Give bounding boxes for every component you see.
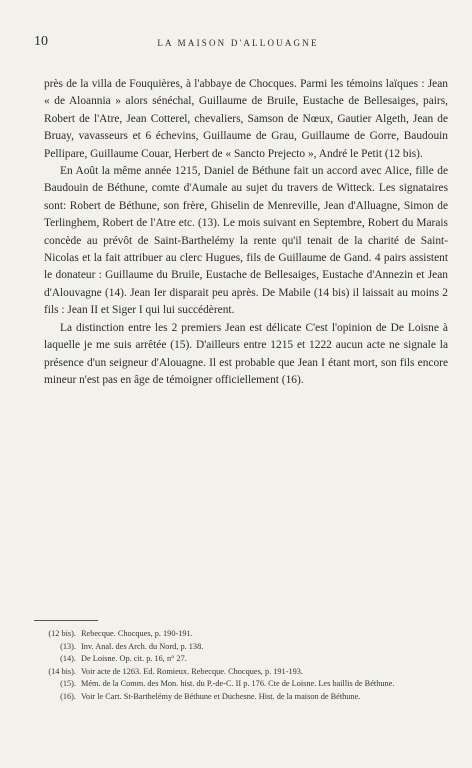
footnote-number: (13). (60, 641, 76, 651)
footnote-number: (15). (60, 679, 76, 689)
footnote-number: (14). (60, 654, 76, 664)
footnote-number: (16). (60, 691, 76, 701)
running-title: LA MAISON D'ALLOUAGNE (157, 38, 319, 48)
footnotes (46, 628, 446, 704)
footnote (46, 628, 446, 641)
footnote-text: Voir acte de 1263. Ed. Romieux. Rebecque. Chocques, p. 191-193. (81, 666, 303, 676)
paragraph-3: La distinction entre les 2 premiers Jean est délicate C'est l'opinion de De Loisne à laquelle je me suis arrêtée (15). D'ailleurs entre 1215 et 1222 aucun acte ne signale la présence d'un seigneur d'Alouagne. Il est probable que Jean I étant mort, son fils encore mineur n'est pas en âge de témoigner officiellement (16). (44, 321, 448, 386)
footnote-number: (14 bis). (48, 666, 76, 676)
page-number: 10 (34, 34, 48, 49)
footnote (46, 653, 446, 666)
footnote-text: De Loisne. Op. cit. p. 16, n° 27. (81, 654, 187, 664)
paragraph-1: près de la villa de Fouquières, à l'abbaye de Chocques. Parmi les témoins laïques : Jean « de Aloannia » alors sénéchal, Guillaume de Bruile, Eustache de Bellesaiges, pairs, Robert de l'Atre, Jean Cotterel, chevaliers, Samson de Nœux, Gautier Algeth, Jean de Bruay, vavasseurs et 6 échevins, Guillaume de Grau, Guillaume de Gorre, Baudouin Pellipare, Guillaume Couar, Herbert de « Sancto Prejecto », André le Petit (12 bis). (44, 78, 448, 160)
footnote-text: Rebecque. Chocques, p. 190-191. (81, 629, 193, 638)
footnote-separator (34, 620, 98, 621)
footnote-text: Inv. Anal. des Arch. du Nord, p. 138. (81, 641, 204, 651)
footnote (46, 666, 446, 679)
footnote-text: Mém. de la Comm. des Mon. hist. du P.-de-C. II p. 176. Cte de Loisne. Les baillis de Béthune. (81, 679, 395, 689)
footnote-number: (12 bis). (48, 629, 76, 638)
body-text (44, 76, 448, 389)
footnote-text: Voir le Cart. St-Barthelémy de Béthune et Duchesne. Hist. de la maison de Béthune. (81, 691, 361, 701)
paragraph-2: En Août la même année 1215, Daniel de Béthune fait un accord avec Alice, fille de Baudouin de Béthune, comte d'Aumale au sujet du travers de Witteck. Les signataires sont: Robert de Béthune, son frère, Ghiselin de Menreville, Jean d'Alluagne, Simon de Terlinghem, Robert de l'Atre etc. (13). Le mois suivant en Septembre, Robert du Marais concède au prévôt de Saint-Barthelémy la rente qu'il tenait de la charité de Saint-Nicolas et la fait attribuer au clerc Hugues, fils de Guillaume de Gand. 4 pairs assistent le donateur : Guillaume du Bruile, Eustache de Bellesaiges, Eustache d'Annezin et Jean d'Alouvagne (14). Jean Ier disparait peu après. De Mabile (14 bis) il laissait au moins 2 fils : Jean II et Siger I qui lui succédèrent. (44, 165, 448, 317)
page-header (34, 34, 442, 50)
footnote (46, 641, 446, 654)
footnote (46, 691, 446, 704)
footnote (46, 678, 446, 691)
